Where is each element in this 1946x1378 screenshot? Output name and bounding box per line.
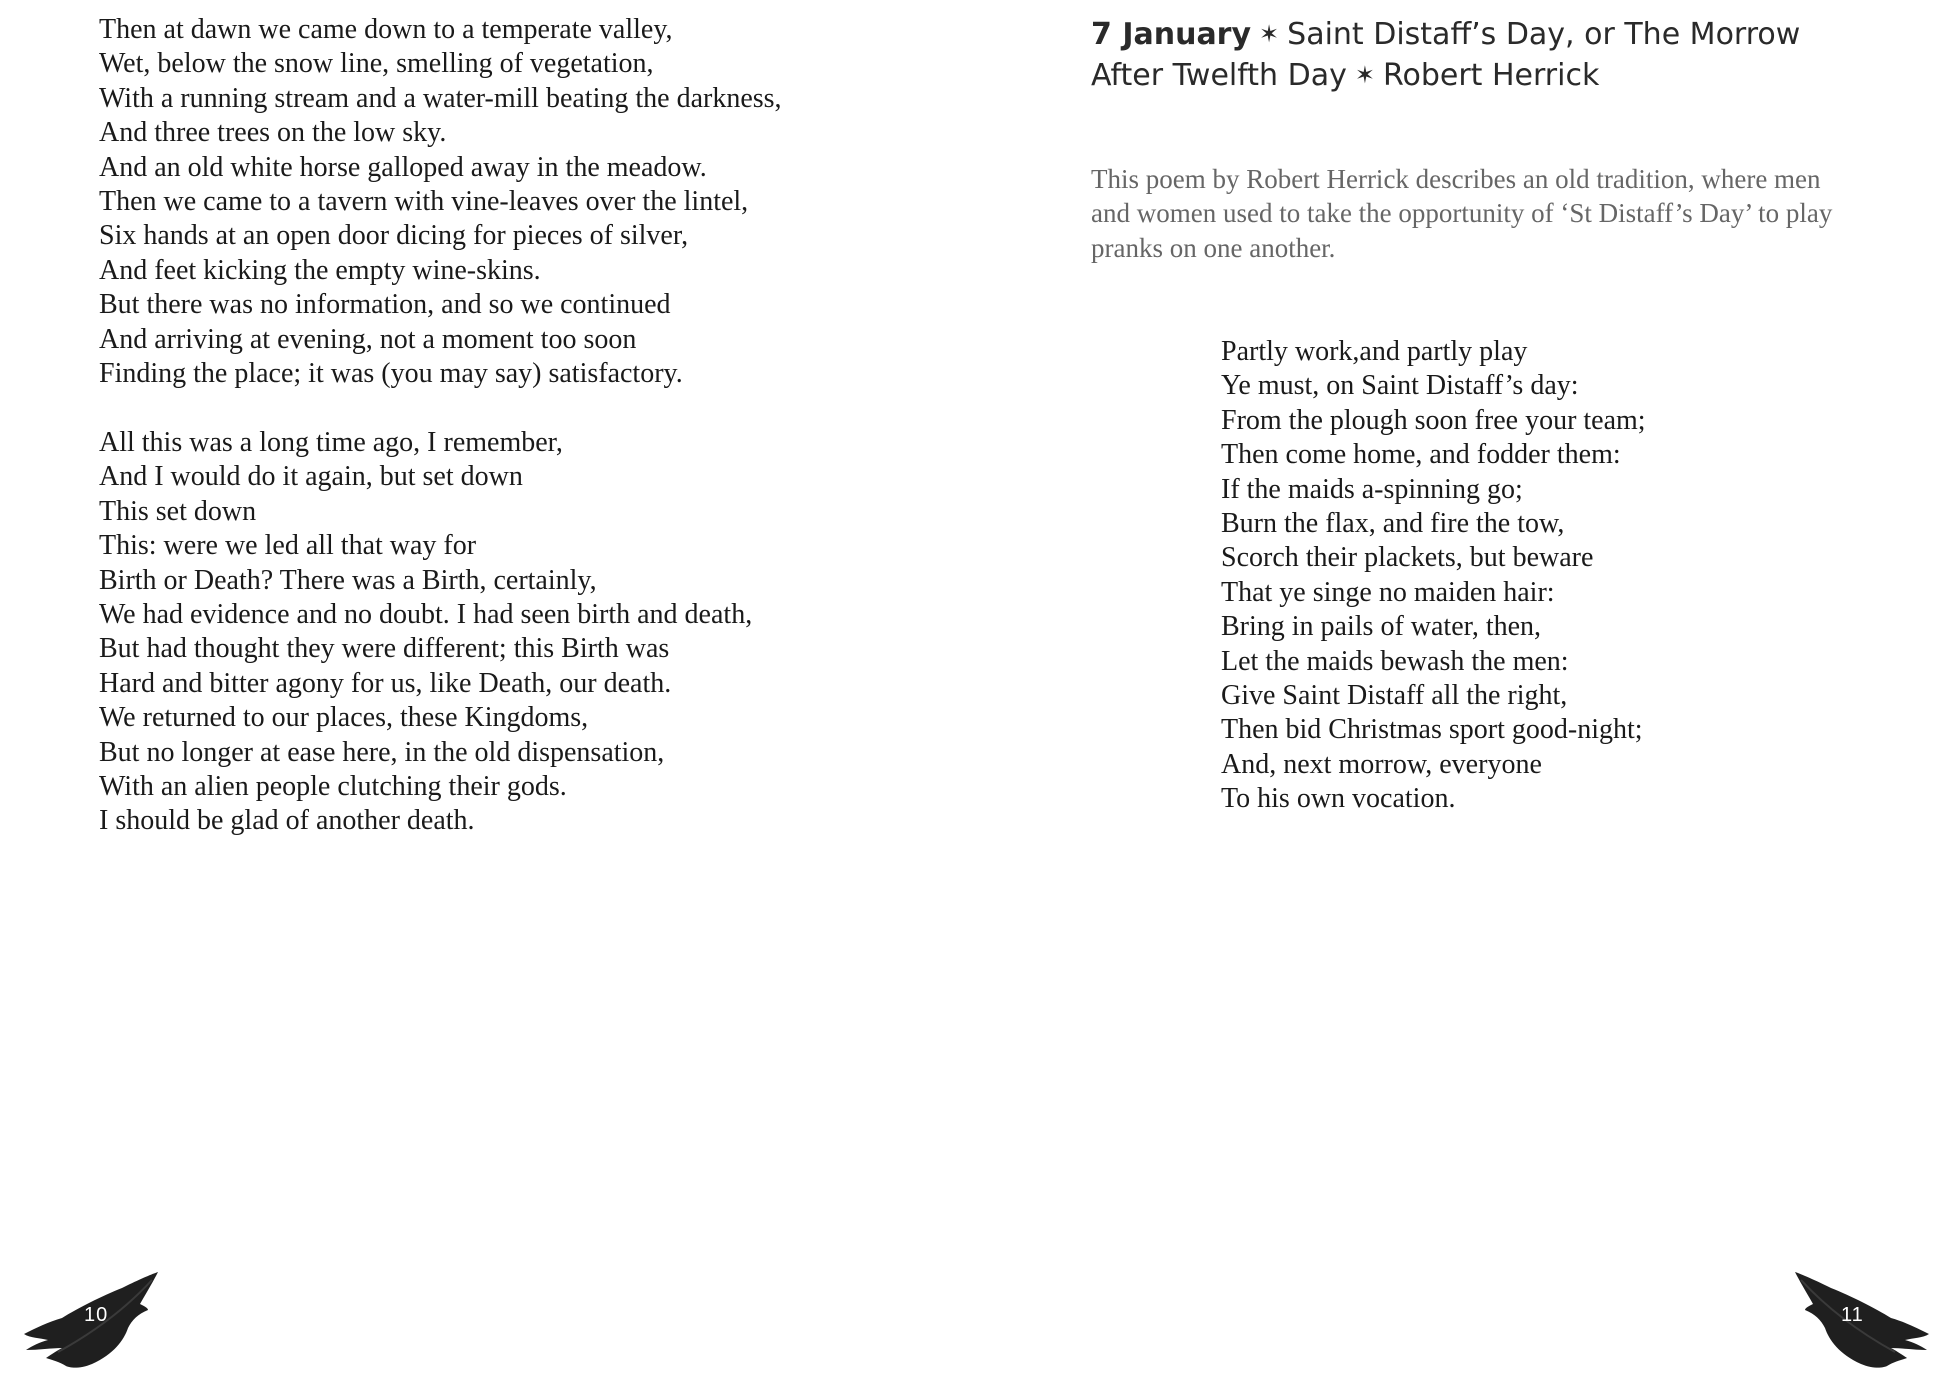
poem-line: Then come home, and fodder them: [1221,439,1621,471]
page-folio-left [18,1270,168,1370]
poem-line: Wet, below the snow line, smelling of vegetation, [99,48,654,80]
poem-line: Bring in pails of water, then, [1221,611,1542,643]
star-separator-icon: ✶ [1259,20,1280,48]
poem-line: All this was a long time ago, I remember, [99,427,563,458]
poem-line: Let the maids bewash the men: [1221,645,1569,677]
intro-paragraph: This poem by Robert Herrick describes an old tradition, where men and women used to take the opportunity of ‘St Distaff’s Day’ to play pranks on one another. [1091,164,1833,263]
star-separator-icon: ✶ [1354,61,1375,89]
poem-line: And, next morrow, everyone [1221,748,1542,780]
poem-line: And feet kicking the empty wine-skins. [99,254,541,286]
poem-stanza-right [1221,335,1646,817]
poem-line: Scorch their plackets, but beware [1221,542,1594,574]
poem-line: If the maids a-spinning go; [1221,473,1523,505]
poem-line: Finding the place; it was (you may say) satisfactory. [99,358,683,390]
poem-line: Burn the flax, and fire the tow, [1221,508,1565,540]
heading-title-line-1: Saint Distaff’s Day, or The Morrow [1287,17,1801,52]
poem-line: With a running stream and a water-mill beating the darkness, [99,82,782,114]
poem-stanza-2 [99,426,752,839]
poem-line: That ye singe no maiden hair: [1221,576,1555,608]
poem-line: I should be glad of another death. [99,805,475,837]
poem-line: Six hands at an open door dicing for pieces of silver, [99,220,689,252]
page-number: 10 [84,1304,109,1326]
poem-line: And arriving at evening, not a moment too soon [99,323,637,355]
poem-line: But there was no information, and so we continued [99,289,671,321]
poem-line: And I would do it again, but set down [99,461,523,493]
poem-line: Birth or Death? There was a Birth, certainly, [99,564,597,596]
poem-line: We had evidence and no doubt. I had seen birth and death, [99,599,753,631]
poem-line: Ye must, on Saint Distaff’s day: [1221,370,1579,402]
poem-line: With an alien people clutching their gods. [99,771,567,803]
poem-line: And three trees on the low sky. [99,117,447,149]
entry-heading [1091,14,1891,96]
heading-title-line-2: After Twelfth Day [1091,58,1347,93]
poem-stanza-1 [99,13,782,391]
poem-line: Hard and bitter agony for us, like Death, our death. [99,667,672,699]
heading-date: 7 January [1091,17,1252,52]
poem-line: But no longer at ease here, in the old dispensation, [99,736,665,768]
poem-line: This: were we led all that way for [99,530,477,562]
poem-line: Give Saint Distaff all the right, [1221,680,1568,712]
poem-line: Then bid Christmas sport good-night; [1221,714,1643,746]
page-folio-right [1785,1270,1935,1370]
poem-line: To his own vocation. [1221,783,1456,815]
poem-line: We returned to our places, these Kingdoms, [99,702,589,734]
poem-line: And an old white horse galloped away in the meadow. [99,151,707,183]
poem-line: From the plough soon free your team; [1221,404,1646,436]
poem-line: Partly work,and partly play [1221,336,1528,367]
page-number: 11 [1841,1304,1864,1326]
poem-line: But had thought they were different; this Birth was [99,633,670,665]
right-page [973,0,1946,1378]
heading-author: Robert Herrick [1382,58,1600,93]
poem-line: Then at dawn we came down to a temperate valley, [99,14,673,45]
poem-line: This set down [99,495,257,527]
poem-line: Then we came to a tavern with vine-leaves over the lintel, [99,186,749,218]
